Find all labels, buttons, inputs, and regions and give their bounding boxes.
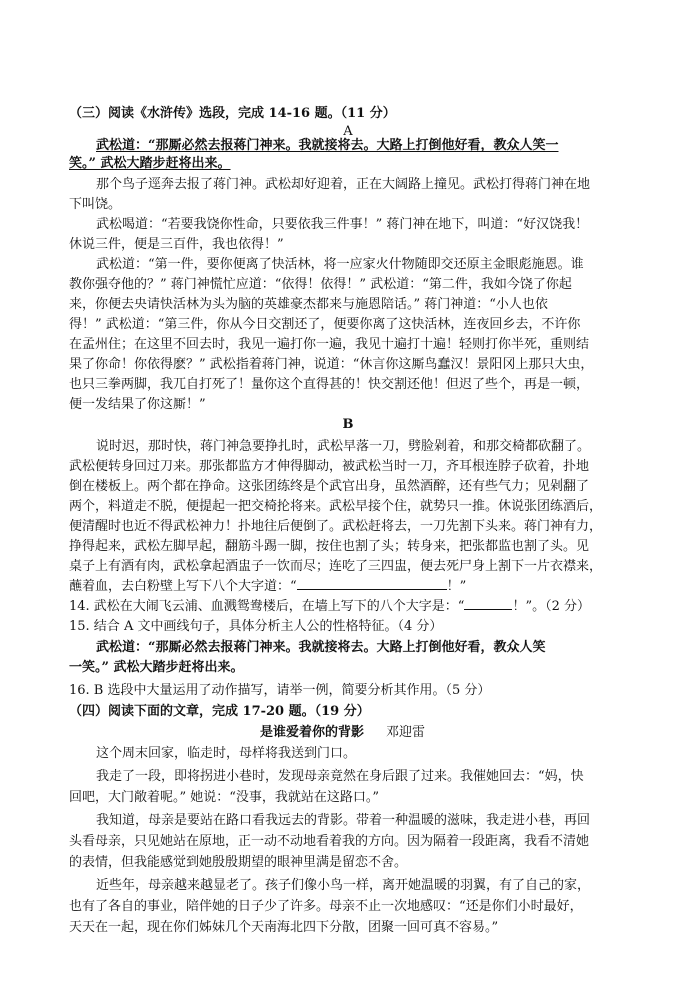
passage-b-line-2: 武松便转身回过刀来。那张都监方才伸得脚动，被武松当时一刀，齐耳根连脖子砍着，扑地 [69,459,590,474]
article-title: 是谁爱着你的背影 [260,725,365,740]
article-p2-line-2: 回吧，大门敞着呢。” 她说：“没事，我就站在这路口。” [69,790,380,805]
passage-a-p3-line-8: 便一发结果了你这厮！” [69,397,206,412]
section3-heading: （三）阅读《水浒传》选段，完成 14-16 题。（11 分） [69,106,396,121]
question-15-quote-line-2: 一笑。” 武松大踏步赶将出来。 [69,660,244,675]
passage-b-line-8 [69,577,629,597]
article-p4-line-3: 天天在一起，现在你们姊妹几个天南海北四下分散，团聚一回可真不容易。” [69,920,499,935]
passage-a-p3-line-3: 来，你便去央请快活林为头为脑的英雄豪杰都来与施恩陪话。” 蒋门神道：“小人也依 [69,297,548,312]
passage-a-p3-line-7: 也只三拳两脚，我兀自打死了！量你这个直得甚的！快交割还他！但迟了些个，再是一顿， [69,377,590,392]
article-p1: 这个周末回家，临走时，母样将我送到门口。 [96,746,357,761]
passage-a-p1-line-1: 那个鸟子逕奔去报了蒋门神。武松却好迎着，正在大阔路上撞见。武松打得蒋门神在地 [96,177,591,192]
passage-b-line-6: 挣得起来，武松左脚早起，翻筋斗踢一脚，按住也割了头；转身来，把张都监也割了头。见 [69,539,590,554]
question-15-quote-line-1: 武松道：“那厮必然去报蒋门神来。我就接将去。大路上打倒他好看，教众人笑 [96,640,546,655]
passage-b-line-7: 桌子上有酒有肉，武松拿起酒盅子一饮而尽；连吃了三四盅，便去死尸身上割下一片衣襟来， [69,559,603,574]
passage-a-underlined-line-1: 武松道：“那厮必然去报蒋门神来。我就接将去。大路上打倒他好看，教众人笑一 [96,138,559,153]
passage-b-line-3: 倒在楼板上。两个都在挣命。这张团练终是个武官出身，虽然酒醉，还有些气力；见剁翻了 [69,479,590,494]
question-14-answer-blank [464,597,512,610]
passage-a-p3-line-2: 教你强夺他的？” 蒋门神慌忙应道：“依得！依得！” 武松道：“第二件，我如今饶了你起 [69,277,572,292]
passage-a-p1-line-2: 下叫饶。 [69,197,122,212]
passage-label-a: A [343,124,353,139]
passage-a-p2-line-2: 休说三件，便是三百件，我也依得！” [69,237,284,252]
question-14-score: ！”。（2 分） [512,599,591,614]
question-14-text: 14. 武松在大闹飞云浦、血溅鸳鸯楼后，在墙上写下的八个大字是：“ [69,599,465,614]
article-p4-line-2: 也有了各自的事业，陪伴她的日子少了许多。母亲不止一次地感叹：“还是你们小时最好， [69,899,583,914]
article-p3-line-3: 的表情，但我能感觉到她殷殷期望的眼神里满是留恋不舍。 [69,855,408,870]
question-15: 15. 结合 A 文中画线句子，具体分析主人公的性格特征。（4 分） [69,619,443,634]
passage-a-p3-line-5: 在孟州住；在这里不回去时，我见一遍打你一遍，我见十遍打十遍！轻则打你半死，重则结 [69,337,590,352]
passage-b-line-4: 两个，料道走不脱，便提起一把交椅抡将来。武松早接个住，就势只一推。休说张团练酒后， [69,499,603,514]
article-title-line [260,723,560,743]
passage-a-underlined-line-2: 笑。” 武松大踏步赶将出来。 [69,156,231,171]
question-16: 16. B 选段中大量运用了动作描写，请举一例，简要分析其作用。（5 分） [69,683,491,698]
passage-b-line-1: 说时迟，那时快，蒋门神急要挣扎时，武松早落一刀，劈脸剁着，和那交椅都砍翻了。 [96,439,591,454]
passage-b-line-5: 便清醒时也近不得武松神力！扑地往后便倒了。武松赶将去，一刀先割下头来。蒋门神有力， [69,519,603,534]
article-p3-line-2: 头看母亲，只见她站在原地，正一动不动地看着我的方向。因为隔着一段距离，我看不清她 [69,834,590,849]
passage-a-p3-line-1: 武松道：“第一件，要你便离了快活林，将一应家火什物随即交还原主金眼彪施恩。谁 [96,257,584,272]
passage-a-p3-line-4: 得！” 武松道：“第三件，你从今日交割还了，便要你离了这快活林，连夜回乡去，不许你 [69,317,581,332]
question-14 [69,597,629,617]
article-author: 邓迎雷 [386,725,426,740]
section4-heading: （四）阅读下面的文章，完成 17-20 题。（19 分） [69,704,370,719]
passage-a-p2-line-1: 武松喝道：“若要我饶你性命，只要依我三件事！” 蒋门神在地下，叫道：“好汉饶我！ [96,217,589,232]
eight-characters-blank [297,577,447,590]
article-p3-line-1: 我知道，母亲是要站在路口看我远去的背影。带着一种温暖的滋味，我走进小巷，再回 [96,813,591,828]
article-p2-line-1: 我走了一段，即将拐进小巷时，发现母亲竟然在身后跟了过来。我催她回去：“妈，快 [96,769,584,784]
passage-b-line-8-end: ！” [446,579,467,594]
passage-a-p3-line-6: 果了你命！你依得麽？” 武松指着蒋门神，说道：“休言你这厮鸟蠢汉！景阳冈上那只大虫， [69,357,594,372]
passage-label-b: B [342,417,354,432]
passage-b-line-8-text: 蘸着血，去白粉壁上写下八个大字道：“ [69,579,297,594]
article-p4-line-1: 近些年，母亲越来越显老了。孩子们像小鸟一样，离开她温暖的羽翼，有了自己的家， [96,878,591,893]
